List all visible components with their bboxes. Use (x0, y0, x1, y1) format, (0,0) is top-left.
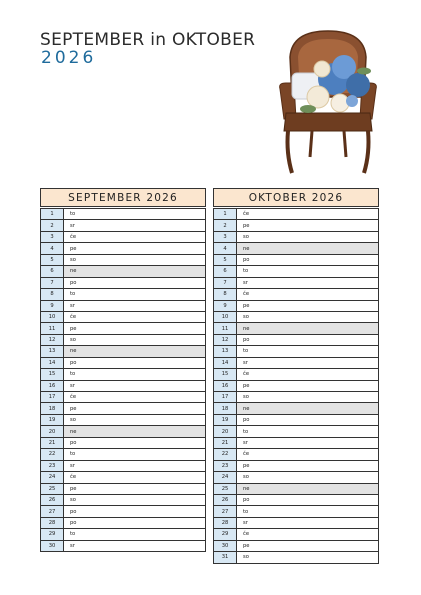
day-number: 21 (41, 438, 64, 448)
day-row (41, 426, 205, 437)
day-row (214, 438, 378, 449)
day-row (41, 506, 205, 517)
day-number: 26 (41, 495, 64, 505)
day-name: sr (70, 382, 75, 389)
day-row (41, 312, 205, 323)
day-name: ne (237, 243, 378, 253)
day-row (214, 426, 378, 437)
day-number: 6 (41, 266, 64, 276)
day-name: pe (243, 222, 250, 229)
day-name: če (243, 371, 250, 378)
day-number: 11 (41, 323, 64, 333)
day-name: po (243, 337, 250, 344)
day-row (214, 415, 378, 426)
day-row (41, 449, 205, 460)
day-name: so (70, 497, 76, 504)
day-row (214, 312, 378, 323)
day-number: 9 (41, 301, 64, 311)
day-number: 19 (214, 415, 237, 425)
day-number: 21 (214, 438, 237, 448)
day-name: sr (243, 279, 248, 286)
day-row (214, 529, 378, 540)
day-row (41, 381, 205, 392)
day-number: 3 (214, 232, 237, 242)
day-number: 23 (214, 461, 237, 471)
day-row (41, 438, 205, 449)
day-number: 5 (41, 255, 64, 265)
day-name: pe (70, 405, 77, 412)
day-number: 16 (41, 381, 64, 391)
day-number: 15 (214, 369, 237, 379)
day-number: 11 (214, 323, 237, 333)
month-header: SEPTEMBER 2026 (40, 188, 206, 207)
day-name: to (70, 211, 76, 218)
day-name: to (243, 428, 249, 435)
day-row (214, 541, 378, 552)
day-name: so (70, 337, 76, 344)
day-name: sr (70, 222, 75, 229)
day-row (214, 323, 378, 334)
day-number: 12 (214, 335, 237, 345)
day-name: so (243, 394, 249, 401)
day-number: 18 (214, 403, 237, 413)
day-name: če (243, 211, 250, 218)
day-number: 14 (41, 358, 64, 368)
day-row (41, 461, 205, 472)
day-row (214, 255, 378, 266)
day-number: 24 (214, 472, 237, 482)
day-name: pe (243, 302, 250, 309)
day-name: pe (70, 325, 77, 332)
day-number: 30 (214, 541, 237, 551)
day-name: ne (64, 346, 205, 356)
day-row (214, 449, 378, 460)
day-name: ne (237, 323, 378, 333)
month-september (40, 188, 206, 552)
day-number: 18 (41, 403, 64, 413)
day-row (214, 335, 378, 346)
day-name: če (70, 314, 77, 321)
day-row (214, 266, 378, 277)
day-name: ne (64, 426, 205, 436)
day-name: sr (243, 439, 248, 446)
day-number: 8 (214, 289, 237, 299)
day-number: 27 (41, 506, 64, 516)
day-number: 25 (41, 484, 64, 494)
day-row (214, 358, 378, 369)
day-number: 7 (41, 278, 64, 288)
day-name: to (243, 348, 249, 355)
day-row (214, 461, 378, 472)
day-name: po (70, 359, 77, 366)
day-name: po (243, 256, 250, 263)
month-header: OKTOBER 2026 (213, 188, 379, 207)
day-name: to (70, 531, 76, 538)
day-row (214, 472, 378, 483)
day-name: to (70, 451, 76, 458)
day-name: ne (237, 403, 378, 413)
day-number: 5 (214, 255, 237, 265)
day-name: če (243, 451, 250, 458)
page-title: SEPTEMBER in OKTOBER (40, 30, 256, 50)
day-row (41, 335, 205, 346)
day-row (41, 529, 205, 540)
day-name: sr (70, 462, 75, 469)
day-list (40, 208, 206, 552)
day-number: 2 (41, 220, 64, 230)
day-name: po (243, 417, 250, 424)
day-name: pe (243, 462, 250, 469)
day-row (41, 472, 205, 483)
day-name: po (70, 508, 77, 515)
day-number: 28 (214, 518, 237, 528)
day-number: 29 (41, 529, 64, 539)
armchair-flowers-illustration (272, 27, 384, 177)
day-row (214, 346, 378, 357)
day-name: to (243, 268, 249, 275)
day-row (214, 552, 378, 563)
day-name: če (243, 291, 250, 298)
day-name: to (70, 371, 76, 378)
day-number: 10 (41, 312, 64, 322)
day-row (41, 346, 205, 357)
day-name: to (70, 291, 76, 298)
day-number: 24 (41, 472, 64, 482)
day-number: 6 (214, 266, 237, 276)
day-name: po (70, 439, 77, 446)
day-row (214, 506, 378, 517)
day-name: pe (70, 245, 77, 252)
day-number: 22 (214, 449, 237, 459)
day-number: 16 (214, 381, 237, 391)
day-row (41, 369, 205, 380)
day-row (41, 415, 205, 426)
day-name: po (70, 279, 77, 286)
day-name: so (70, 417, 76, 424)
day-number: 30 (41, 541, 64, 551)
day-name: so (243, 314, 249, 321)
day-number: 22 (41, 449, 64, 459)
day-number: 3 (41, 232, 64, 242)
day-number: 7 (214, 278, 237, 288)
day-name: ne (64, 266, 205, 276)
day-name: so (243, 554, 249, 561)
day-row (41, 255, 205, 266)
day-row (41, 289, 205, 300)
day-number: 14 (214, 358, 237, 368)
day-number: 15 (41, 369, 64, 379)
day-row (41, 392, 205, 403)
year-label: 2026 (41, 48, 97, 68)
day-number: 4 (41, 243, 64, 253)
day-number: 2 (214, 220, 237, 230)
day-row (41, 323, 205, 334)
day-row (214, 208, 378, 220)
day-name: če (243, 531, 250, 538)
day-number: 23 (41, 461, 64, 471)
day-row (214, 518, 378, 529)
day-row (41, 232, 205, 243)
day-row (214, 232, 378, 243)
day-row (214, 381, 378, 392)
day-name: po (243, 497, 250, 504)
day-number: 25 (214, 484, 237, 494)
day-number: 13 (41, 346, 64, 356)
day-row (214, 484, 378, 495)
day-row (41, 541, 205, 552)
day-name: ne (237, 484, 378, 494)
day-row (214, 369, 378, 380)
day-number: 20 (41, 426, 64, 436)
day-name: so (243, 474, 249, 481)
day-number: 17 (214, 392, 237, 402)
day-row (41, 358, 205, 369)
day-row (214, 403, 378, 414)
day-name: pe (243, 382, 250, 389)
day-row (214, 243, 378, 254)
day-name: sr (70, 302, 75, 309)
day-number: 9 (214, 301, 237, 311)
day-row (214, 301, 378, 312)
day-row (214, 392, 378, 403)
day-name: sr (243, 359, 248, 366)
day-number: 17 (41, 392, 64, 402)
month-october (213, 188, 379, 564)
day-row (214, 495, 378, 506)
day-list (213, 208, 379, 564)
day-row (41, 278, 205, 289)
day-name: pe (70, 485, 77, 492)
day-number: 1 (214, 209, 237, 219)
day-name: če (70, 474, 77, 481)
day-name: so (243, 234, 249, 241)
day-row (41, 220, 205, 231)
day-name: pe (243, 542, 250, 549)
day-number: 28 (41, 518, 64, 528)
day-number: 26 (214, 495, 237, 505)
day-name: sr (70, 542, 75, 549)
day-row (214, 289, 378, 300)
day-number: 27 (214, 506, 237, 516)
day-number: 1 (41, 209, 64, 219)
day-number: 19 (41, 415, 64, 425)
day-row (41, 403, 205, 414)
day-name: po (70, 520, 77, 527)
day-name: če (70, 234, 77, 241)
day-row (41, 243, 205, 254)
day-row (41, 518, 205, 529)
day-row (41, 495, 205, 506)
day-number: 13 (214, 346, 237, 356)
day-number: 20 (214, 426, 237, 436)
day-name: to (243, 508, 249, 515)
day-row (41, 208, 205, 220)
day-number: 31 (214, 552, 237, 562)
day-row (41, 484, 205, 495)
day-number: 4 (214, 243, 237, 253)
day-name: sr (243, 520, 248, 527)
day-row (41, 301, 205, 312)
day-row (214, 278, 378, 289)
day-number: 10 (214, 312, 237, 322)
day-row (214, 220, 378, 231)
day-row (41, 266, 205, 277)
day-number: 8 (41, 289, 64, 299)
day-name: če (70, 394, 77, 401)
day-number: 12 (41, 335, 64, 345)
day-number: 29 (214, 529, 237, 539)
day-name: so (70, 256, 76, 263)
